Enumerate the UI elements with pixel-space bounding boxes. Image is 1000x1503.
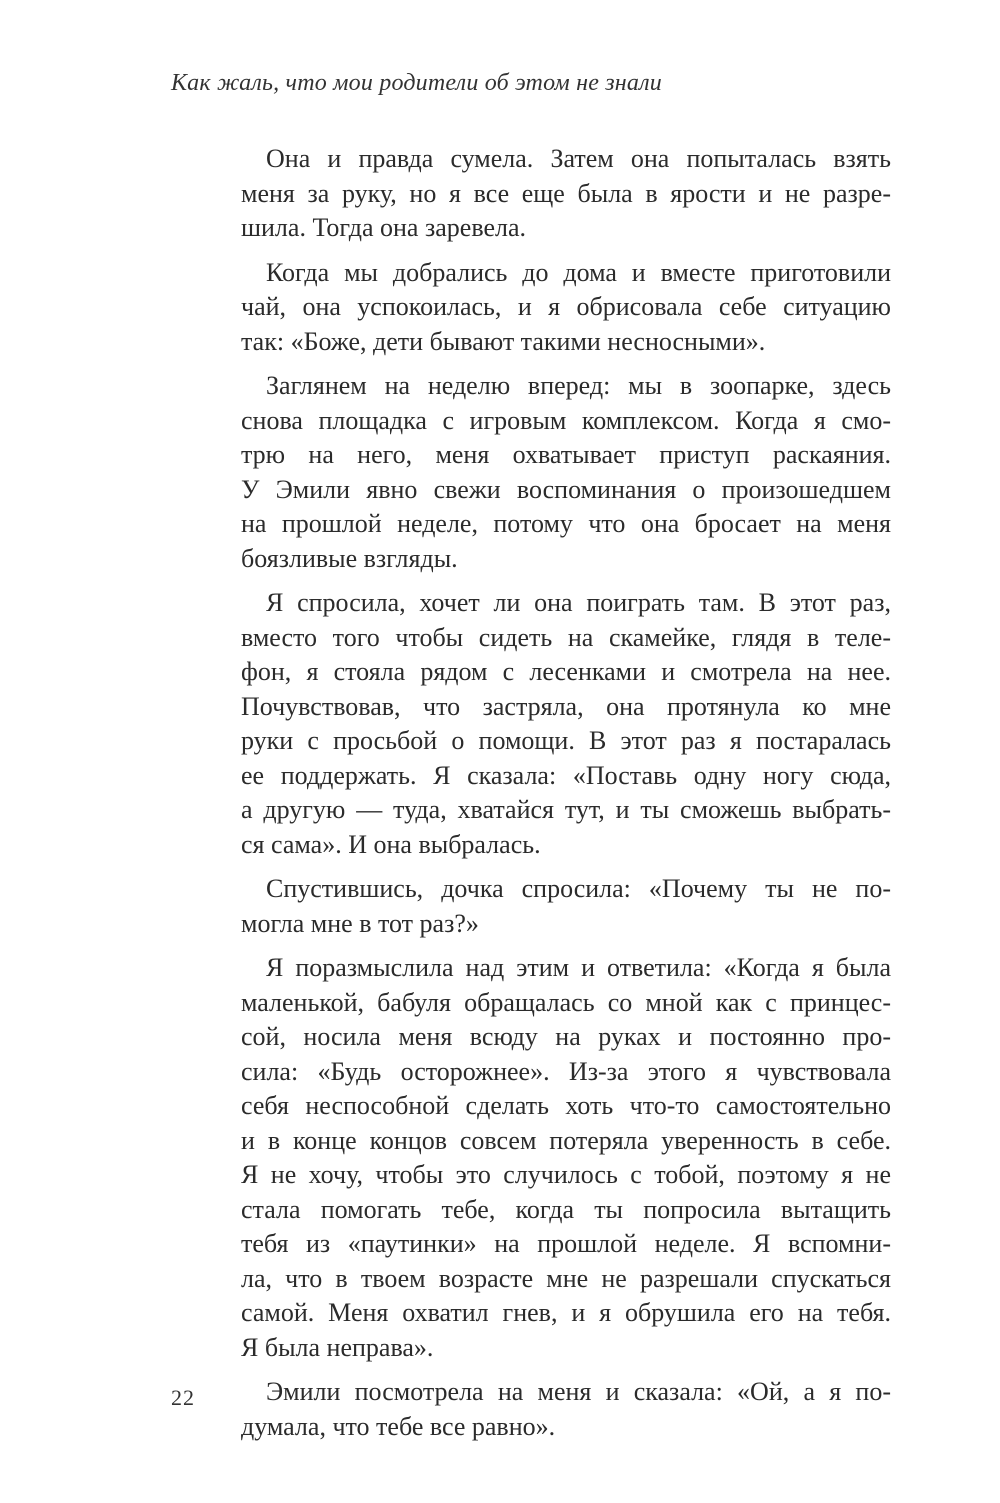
text-line: стала помогать тебе, когда ты попросила вытащить xyxy=(241,1194,891,1224)
running-head: Как жаль, что мои родители об этом не знали xyxy=(171,70,662,96)
text-line: Я поразмыслила над этим и ответила: «Когда я была xyxy=(266,953,891,982)
text-line: ее поддержать. Я сказала: «Поставь одну ногу сюда, xyxy=(241,760,891,790)
text-line: руки с просьбой о помощи. В этот раз я постаралась xyxy=(241,726,891,755)
text-line: тебя из «паутинки» на прошлой неделе. Я вспомни- xyxy=(241,1229,891,1258)
text-line: Когда мы добрались до дома и вместе приготовили xyxy=(266,257,891,287)
text-line: ся сама». И она выбралась. xyxy=(241,829,541,859)
text-line: шила. Тогда она заревела. xyxy=(241,213,526,242)
text-line: себя неспособной сделать хоть что-то самостоятельно xyxy=(241,1091,891,1120)
text-line: Заглянем на неделю вперед: мы в зоопарке, здесь xyxy=(266,371,891,400)
text-line: Я была неправа». xyxy=(241,1332,434,1362)
text-line: а другую — туда, хватайся тут, и ты сможешь выбрать- xyxy=(241,795,891,824)
text-line: Спустившись, дочка спросила: «Почему ты не по- xyxy=(266,874,891,903)
text-line: У Эмили явно свежи воспоминания о произошедшем xyxy=(241,474,891,504)
paragraph xyxy=(241,586,891,862)
text-line: самой. Меня охватил гнев, и я обрушила его на тебя. xyxy=(241,1298,891,1327)
text-line: Я спросила, хочет ли она поиграть там. В этот раз, xyxy=(266,588,891,617)
paragraph xyxy=(241,142,891,246)
text-line: снова площадка с игровым комплексом. Когда я смо- xyxy=(241,405,891,435)
text-line: на прошлой неделе, потому что она бросает на меня xyxy=(241,509,891,538)
paragraph xyxy=(241,256,891,360)
text-line: меня за руку, но я все еще была в ярости и не разре- xyxy=(241,178,891,208)
paragraph xyxy=(241,951,891,1365)
paragraph xyxy=(241,872,891,941)
text-line: Я не хочу, чтобы это случилось с тобой, поэтому я не xyxy=(241,1160,891,1189)
text-line: боязливые взгляды. xyxy=(241,543,458,573)
text-line: Почувствовав, что застряла, она протянула ко мне xyxy=(241,691,891,721)
text-line: маленькой, бабуля обращалась со мной как с принцес- xyxy=(241,987,891,1017)
text-line: трю на него, меня охватывает приступ раскаяния. xyxy=(241,440,891,469)
text-line: сой, носила меня всюду на руках и постоянно про- xyxy=(241,1022,891,1051)
text-line: ла, что в твоем возрасте мне не разрешали спускаться xyxy=(241,1263,891,1293)
paragraph xyxy=(241,369,891,576)
text-line: так: «Боже, дети бывают такими несносными». xyxy=(241,326,766,356)
paragraph xyxy=(241,1375,891,1444)
text-line: и в конце концов совсем потеряла уверенность в себе. xyxy=(241,1125,891,1155)
text-line: сила: «Будь осторожнее». Из-за этого я чувствовала xyxy=(241,1056,891,1086)
text-line: фон, я стояла рядом с лесенками и смотрела на нее. xyxy=(241,657,891,686)
text-line: могла мне в тот раз?» xyxy=(241,908,479,938)
body-text xyxy=(241,142,891,1454)
text-line: чай, она успокоилась, и я обрисовала себе ситуацию xyxy=(241,292,891,321)
text-line: Эмили посмотрела на меня и сказала: «Ой, а я по- xyxy=(266,1377,891,1406)
text-line: думала, что тебе все равно». xyxy=(241,1411,556,1441)
text-line: Она и правда сумела. Затем она попыталась взять xyxy=(266,144,891,173)
page-number: 22 xyxy=(171,1385,195,1410)
text-line: вместо того чтобы сидеть на скамейке, глядя в теле- xyxy=(241,622,891,652)
